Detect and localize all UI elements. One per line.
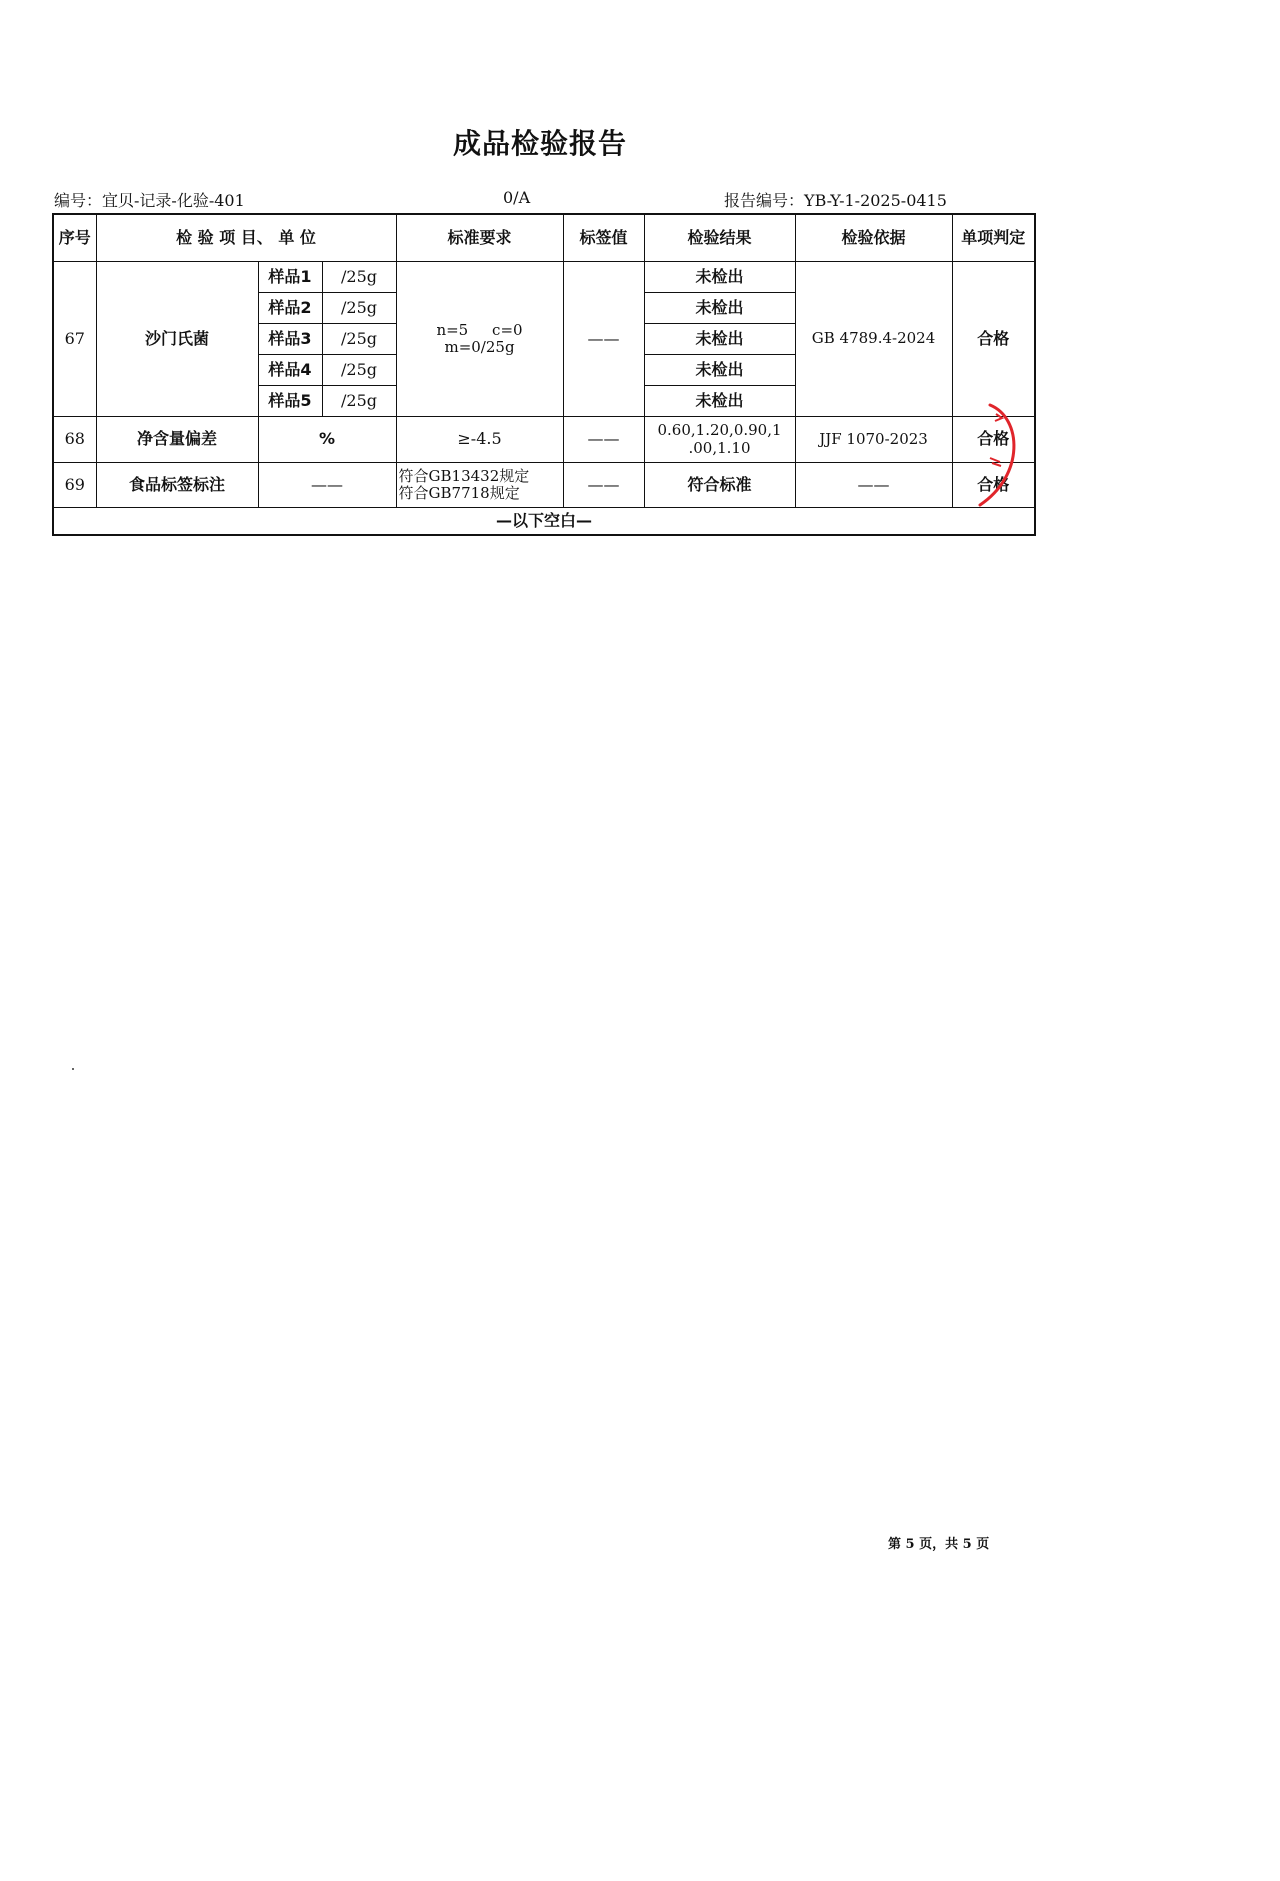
header-seq: 序号 [53,214,96,262]
verdict-cell: 合格 [952,262,1035,417]
requirement-cell [396,463,563,508]
requirement-cell: ≥-4.5 [396,417,563,463]
result-cell: 未检出 [644,262,795,293]
inspection-table [52,213,1036,536]
unit-cell: % [258,417,396,463]
blank-note-row [53,508,1035,536]
requirement-line: 符合GB13432规定 [398,466,530,485]
table-row-69 [53,463,1035,508]
result-line: 0.60,1.20,0.90,1 [657,421,782,440]
header-requirement: 标准要求 [396,214,563,262]
header-result: 检验结果 [644,214,795,262]
document-code: 编号：宜贝-记录-化验-401 [54,191,245,210]
sample-name: 样品4 [258,355,322,386]
requirement-line: m=0/25g [444,338,515,356]
result-cell: 未检出 [644,386,795,417]
requirement-line: 符合GB7718规定 [398,484,520,502]
blank-note: —以下空白— [53,508,1035,536]
report-number: 报告编号：YB-Y-1-2025-0415 [724,191,947,210]
unit-cell: —— [258,463,396,508]
item-cell: 沙门氏菌 [96,262,258,417]
sample-unit: /25g [322,262,396,293]
label-value-cell: —— [563,463,644,508]
version-code: 0/A [503,188,531,207]
verdict-cell: 合格 [952,463,1035,508]
requirement-line: n=5 c=0 [436,320,523,339]
result-cell: 未检出 [644,324,795,355]
basis-cell: GB 4789.4-2024 [795,262,952,417]
table-header-row [53,214,1035,262]
sample-name: 样品3 [258,324,322,355]
verdict-cell: 合格 [952,417,1035,463]
result-cell: 未检出 [644,293,795,324]
sample-unit: /25g [322,386,396,417]
label-value-cell: —— [563,417,644,463]
basis-cell: —— [795,463,952,508]
header-item: 检 验 项 目、 单 位 [96,214,396,262]
table-row-67 [53,262,1035,293]
sample-name: 样品2 [258,293,322,324]
label-value-cell: —— [563,262,644,417]
header-verdict: 单项判定 [952,214,1035,262]
table-row-68 [53,417,1035,463]
result-cell [644,417,795,463]
scan-speck [72,1068,74,1070]
sample-name: 样品1 [258,262,322,293]
header-basis: 检验依据 [795,214,952,262]
result-cell: 符合标准 [644,463,795,508]
page-number: 第 5 页，共 5 页 [888,1537,990,1552]
sample-unit: /25g [322,293,396,324]
item-cell: 净含量偏差 [96,417,258,463]
requirement-cell [396,262,563,417]
sample-name: 样品5 [258,386,322,417]
seq-cell: 69 [53,463,96,508]
sample-unit: /25g [322,324,396,355]
report-title: 成品检验报告 [452,127,627,160]
header-label-value: 标签值 [563,214,644,262]
sample-unit: /25g [322,355,396,386]
basis-cell: JJF 1070-2023 [795,417,952,463]
result-line: .00,1.10 [688,438,751,457]
seq-cell: 67 [53,262,96,417]
result-cell: 未检出 [644,355,795,386]
item-cell: 食品标签标注 [96,463,258,508]
seq-cell: 68 [53,417,96,463]
